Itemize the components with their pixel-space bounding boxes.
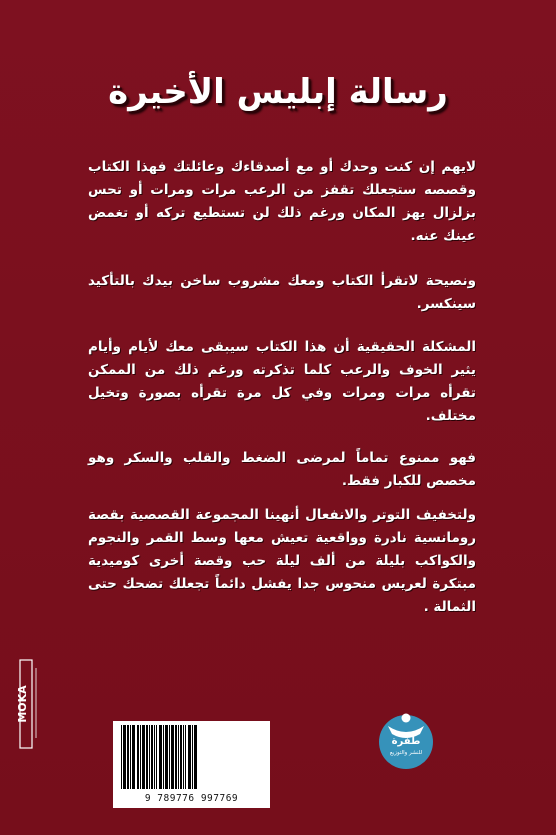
- blurb-paragraph-5: ولتخفيف التوتر والانفعال أنهينا المجموعة القصصية بقصة رومانسية نادرة وواقعية تعيش معها وسط القمر والنجوم والكواكب بليلة من ألف ليلة حب وقصة أخرى كوميدية مبتكرة لعريس منحوس جدا يفشل دائماً تجعلك تضحك حتى الثمالة .: [88, 507, 476, 615]
- isbn-barcode: [113, 721, 270, 808]
- moka-logo-icon: [18, 658, 40, 750]
- blurb-paragraph-1: لايهم إن كنت وحدك أو مع أصدقاءك وعائلتك فهذا الكتاب وقصصه ستجعلك تقفز من الرعب مرات ومرات أو تحس بزلزال يهز المكان ورغم ذلك لن تستطيع تركه أو تغمض عينك عنه.: [88, 159, 476, 244]
- blurb-paragraph-3: المشكلة الحقيقية أن هذا الكتاب سيبقى معك لأيام وأيام يثير الخوف والرعب كلما تذكرته ورغم ذلك من الممكن تقرأه مرات ومرات وفي كل مرة تقرأه بصورة وتخيل مختلف.: [88, 339, 476, 424]
- book-title: رسالة إبليس الأخيرة: [108, 72, 448, 112]
- blurb-paragraph-2: ونصيحة لاتقرأ الكتاب ومعك مشروب ساخن بيدك بالتأكيد سينكسر.: [88, 273, 476, 312]
- publisher-tagline: للنشر والتوزيع: [389, 750, 423, 756]
- publisher-name: طفرة: [391, 736, 421, 747]
- svg-text:MOKA: MOKA: [16, 685, 29, 723]
- publisher-logo: [374, 708, 438, 772]
- isbn-number: 9 789776 997769: [144, 793, 239, 804]
- barcode-bars: [119, 725, 264, 791]
- blurb-paragraph-4: فهو ممنوع تماماً لمرضى الضغط والقلب والسكر وهو مخصص للكبار فقط.: [88, 450, 476, 489]
